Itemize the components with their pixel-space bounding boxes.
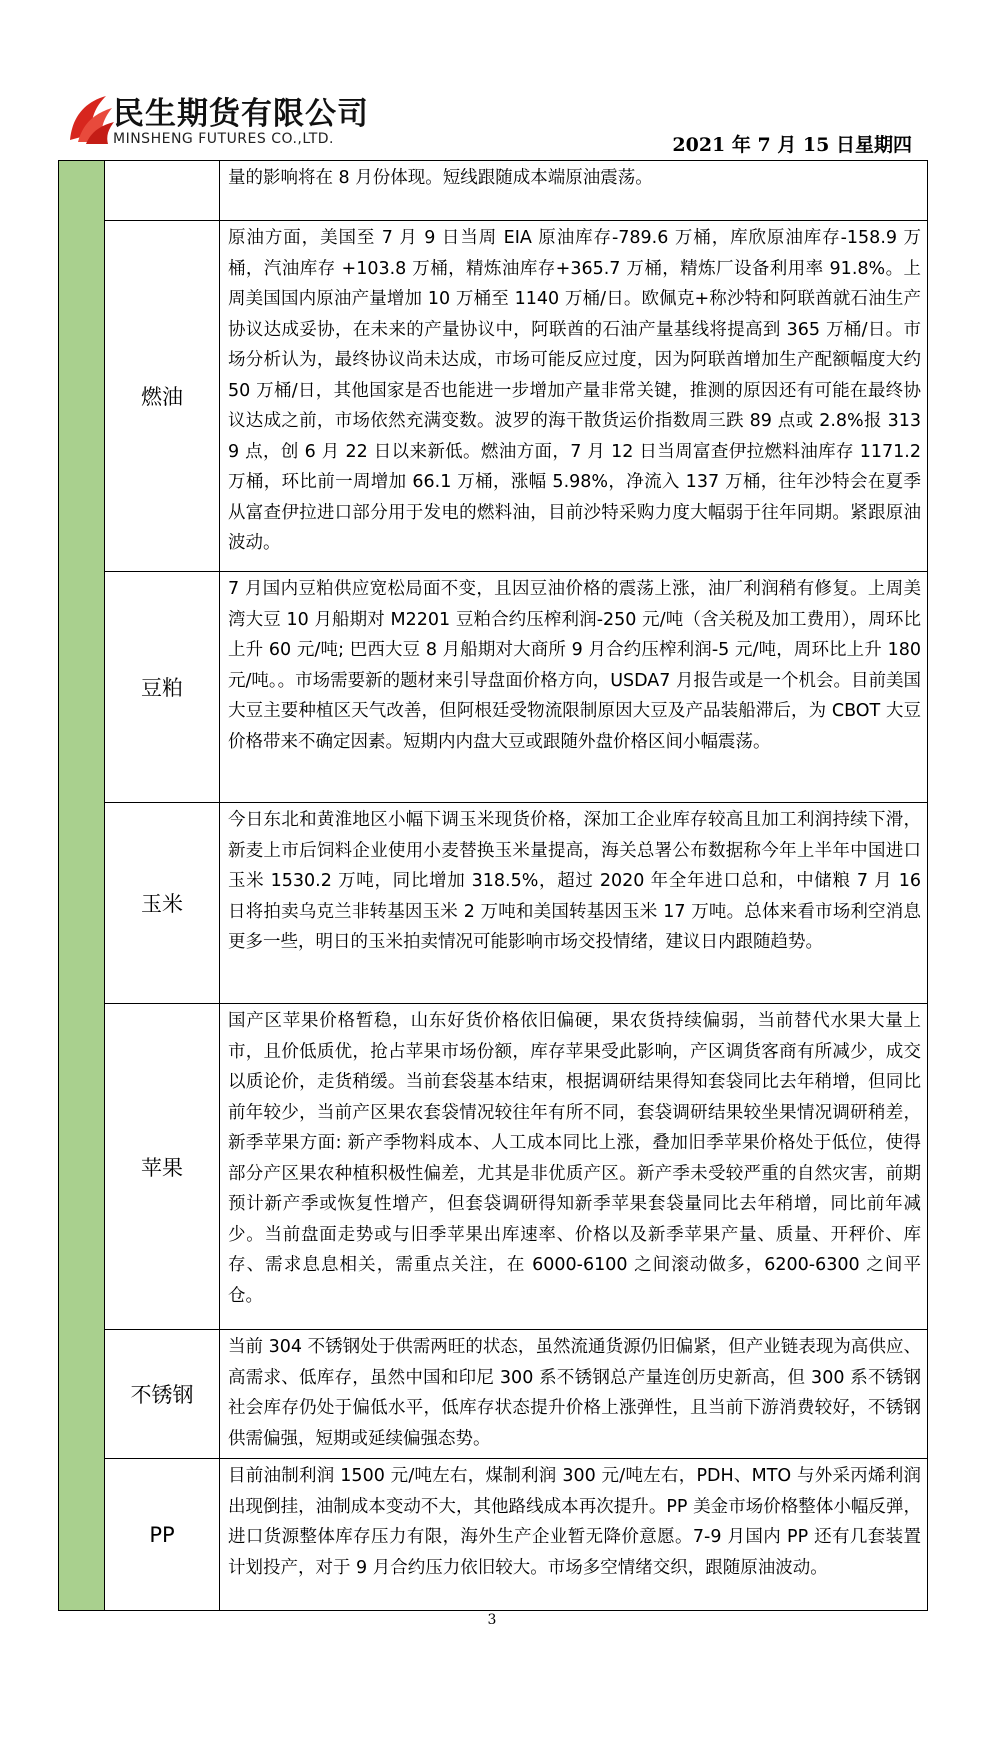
table-row: [59, 221, 928, 572]
commentary-table: [58, 160, 928, 1611]
row-label: 豆粕: [105, 572, 220, 803]
row-text: 当前 304 不锈钢处于供需两旺的状态，虽然流通货源仍旧偏紧，但产业链表现为高供应、高需求、低库存，虽然中国和印尼 300 系不锈钢总产量连创历史新高，但 300 系不锈钢社会库存仍处于偏低水平，低库存状态提升价格上涨弹性，且当前下游消费较好，不锈钢供需偏强，短期或延续偏强态势。: [220, 1330, 928, 1459]
row-label: 苹果: [105, 1004, 220, 1330]
table-row: [59, 572, 928, 803]
row-text: 7 月国内豆粕供应宽松局面不变，且因豆油价格的震荡上涨，油厂利润稍有修复。上周美湾大豆 10 月船期对 M2201 豆粕合约压榨利润-250 元/吨（含关税及加工费用），周环比上升 60 元/吨; 巴西大豆 8 月船期对大商所 9 月合约压榨利润-5 元/吨，周环比上升 180 元/吨。。市场需要新的题材来引导盘面价格方向，USDA7 月报告或是一个机会。目前美国大豆主要种植区天气改善，但阿根廷受物流限制原因大豆及产品装船滞后，为 CBOT 大豆价格带来不确定因素。短期内内盘大豆或跟随外盘价格区间小幅震荡。: [220, 572, 928, 803]
table-row: [59, 161, 928, 221]
row-text: 国产区苹果价格暂稳，山东好货价格依旧偏硬，果农货持续偏弱，当前替代水果大量上市，且价低质优，抢占苹果市场份额，库存苹果受此影响，产区调货客商有所减少，成交以质论价，走货稍缓。当前套袋基本结束，根据调研结果得知套袋同比去年稍增，但同比前年较少，当前产区果农套袋情况较往年有所不同，套袋调研结果较坐果情况调研稍差，新季苹果方面: 新产季物料成本、人工成本同比上涨，叠加旧季苹果价格处于低位，使得部分产区果农种植积极性偏差，尤其是非优质产区。新产季未受较严重的自然灾害，前期预计新产季或恢复性增产，但套袋调研得知新季苹果套袋量同比去年稍增，同比前年减少。当前盘面走势或与旧季苹果出库速率、价格以及新季苹果产量、质量、开秤价、库存、需求息息相关，需重点关注，在 6000-6100 之间滚动做多，6200-6300 之间平仓。: [220, 1004, 928, 1330]
row-label: [105, 161, 220, 221]
page-number: 3: [487, 1612, 497, 1628]
company-name-cn: 民生期货有限公司: [113, 96, 369, 132]
minsheng-logo-icon: [62, 88, 118, 148]
row-label: 不锈钢: [105, 1330, 220, 1459]
row-text: 原油方面，美国至 7 月 9 日当周 EIA 原油库存-789.6 万桶，库欣原油库存-158.9 万桶，汽油库存 +103.8 万桶，精炼油库存+365.7 万桶，精炼厂设备利用率 91.8%。上周美国国内原油产量增加 10 万桶至 1140 万桶/日。欧佩克+称沙特和阿联酋就石油生产协议达成妥协，在未来的产量协议中，阿联酋的石油产量基线将提高到 365 万桶/日。市场分析认为，最终协议尚未达成，市场可能反应过度，因为阿联酋增加生产配额幅度大约 50 万桶/日，其他国家是否也能进一步增加产量非常关键，推测的原因还有可能在最终协议达成之前，市场依然充满变数。波罗的海干散货运价指数周三跌 89 点或 2.8%报 3139 点，创 6 月 22 日以来新低。燃油方面，7 月 12 日当周富查伊拉燃料油库存 1171.2 万桶，环比前一周增加 66.1 万桶，涨幅 5.98%，净流入 137 万桶，往年沙特会在夏季从富查伊拉进口部分用于发电的燃料油，目前沙特采购力度大幅弱于往年同期。紧跟原油波动。: [220, 221, 928, 572]
page-header: [0, 0, 984, 160]
table-row: [59, 1004, 928, 1330]
section-color-bar: [59, 161, 105, 1611]
row-text: 目前油制利润 1500 元/吨左右，煤制利润 300 元/吨左右，PDH、MTO 与外采丙烯利润出现倒挂，油制成本变动不大，其他路线成本再次提升。PP 美金市场价格整体小幅反弹，进口货源整体库存压力有限，海外生产企业暂无降价意愿。7-9 月国内 PP 还有几套装置计划投产，对于 9 月合约压力依旧较大。市场多空情绪交织，跟随原油波动。: [220, 1459, 928, 1611]
row-text: 量的影响将在 8 月份体现。短线跟随成本端原油震荡。: [220, 161, 928, 221]
table-row: [59, 1330, 928, 1459]
row-label: 玉米: [105, 803, 220, 1004]
table-row: [59, 1459, 928, 1611]
row-label: 燃油: [105, 221, 220, 572]
company-name-en: MINSHENG FUTURES CO.,LTD.: [113, 131, 335, 147]
report-date: 2021 年 7 月 15 日星期四: [672, 134, 912, 156]
row-label: PP: [105, 1459, 220, 1611]
table-row: [59, 803, 928, 1004]
row-text: 今日东北和黄淮地区小幅下调玉米现货价格，深加工企业库存较高且加工利润持续下滑，新麦上市后饲料企业使用小麦替换玉米量提高，海关总署公布数据称今年上半年中国进口玉米 1530.2 万吨，同比增加 318.5%，超过 2020 年全年进口总和，中储粮 7 月 16 日将拍卖乌克兰非转基因玉米 2 万吨和美国转基因玉米 17 万吨。总体来看市场利空消息更多一些，明日的玉米拍卖情况可能影响市场交投情绪，建议日内跟随趋势。: [220, 803, 928, 1004]
